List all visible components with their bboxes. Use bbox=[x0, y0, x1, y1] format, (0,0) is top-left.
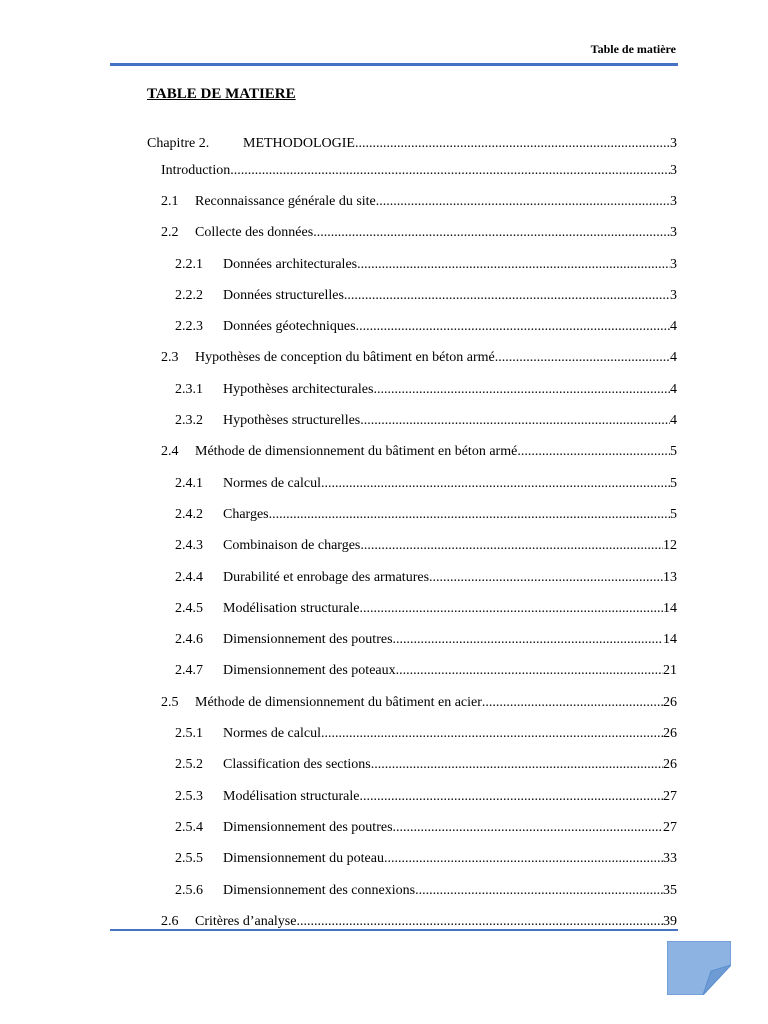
toc-entry-label: Méthode de dimensionnement du bâtiment en béton armé bbox=[195, 444, 518, 460]
toc-entry-leader bbox=[360, 413, 670, 429]
toc-entry-page: 27 bbox=[663, 788, 677, 804]
toc-entry-label: Dimensionnement des poutres bbox=[223, 632, 393, 648]
toc-entry-label: Dimensionnement des poutres bbox=[223, 819, 393, 835]
toc-entry-label: Durabilité et enrobage des armatures bbox=[223, 569, 430, 585]
toc-entry-leader bbox=[393, 820, 663, 836]
toc-entry-number: Chapitre 2. bbox=[147, 136, 210, 151]
toc-entry[interactable] bbox=[147, 851, 677, 868]
toc-entry-page: 3 bbox=[670, 256, 677, 272]
header-rule bbox=[110, 63, 678, 66]
toc-entry-page: 4 bbox=[670, 319, 677, 335]
toc-entry-label: Méthode de dimensionnement du bâtiment en acier bbox=[195, 694, 482, 710]
toc-entry-page: 5 bbox=[670, 475, 677, 491]
toc-entry[interactable] bbox=[147, 663, 677, 680]
toc-entry-leader bbox=[357, 257, 670, 273]
toc-entry-number: 2.3.1 bbox=[175, 381, 203, 397]
toc-entry-label: Charges bbox=[223, 506, 269, 522]
toc-entry-leader bbox=[313, 225, 670, 241]
toc-entry-page: 14 bbox=[663, 632, 677, 648]
toc-entry[interactable] bbox=[147, 507, 677, 524]
toc-entry-label: Données géotechniques bbox=[223, 319, 356, 335]
toc-entry-page: 4 bbox=[670, 350, 677, 366]
toc-entry-leader bbox=[344, 288, 670, 304]
toc-entry-number: 2.4.1 bbox=[175, 475, 203, 491]
toc-entry-page: 21 bbox=[663, 663, 677, 679]
page-curl-icon bbox=[667, 941, 731, 995]
toc-entry-leader bbox=[384, 851, 663, 867]
toc-entry-label: Données structurelles bbox=[223, 287, 344, 303]
toc-entry-label: Combinaison de charges bbox=[223, 538, 361, 554]
toc-entry-leader bbox=[376, 194, 670, 210]
toc-entry-page: 33 bbox=[663, 851, 677, 867]
toc-entry-leader bbox=[296, 914, 663, 930]
toc-entry-page: 26 bbox=[663, 757, 677, 773]
toc-entry-page: 13 bbox=[663, 569, 677, 585]
toc-entry-label: Introduction bbox=[161, 163, 231, 178]
toc-entry-number: 2.5.5 bbox=[175, 851, 203, 867]
toc-entry-number: 2.4.3 bbox=[175, 538, 203, 554]
toc-entry-number: 2.3 bbox=[161, 350, 179, 366]
toc-entry-leader bbox=[393, 632, 663, 648]
toc-entry-leader bbox=[517, 444, 670, 460]
toc-entry-number: 2.6 bbox=[161, 913, 179, 929]
toc-entry-number: 2.2.1 bbox=[175, 256, 203, 272]
toc-entry-number: 2.5.3 bbox=[175, 788, 203, 804]
toc-entry-leader bbox=[429, 570, 663, 586]
toc-entry-page: 26 bbox=[663, 694, 677, 710]
toc-entry[interactable] bbox=[147, 136, 677, 153]
footer-rule bbox=[110, 929, 678, 931]
toc-entry-label: Normes de calcul bbox=[223, 726, 321, 742]
toc-entry[interactable] bbox=[147, 444, 677, 461]
toc-entry-page: 3 bbox=[670, 136, 677, 151]
toc-entry-page: 5 bbox=[670, 444, 677, 460]
toc-entry-label: Dimensionnement des poteaux bbox=[223, 663, 396, 679]
toc-entry[interactable] bbox=[147, 538, 677, 555]
toc-entry[interactable] bbox=[147, 382, 677, 399]
toc-entry[interactable] bbox=[147, 757, 677, 774]
toc-entry-leader bbox=[360, 538, 663, 554]
toc-entry-number: 2.4.5 bbox=[175, 600, 203, 616]
toc-entry-leader bbox=[355, 136, 670, 152]
toc-entry[interactable] bbox=[147, 350, 677, 367]
toc-entry-page: 3 bbox=[670, 163, 677, 178]
toc-entry-page: 3 bbox=[670, 225, 677, 241]
toc-entry-label: Collecte des données bbox=[195, 225, 314, 241]
toc-entry-label: Modélisation structurale bbox=[223, 600, 360, 616]
toc-entry-leader bbox=[269, 507, 670, 523]
toc-entry-label: Modélisation structurale bbox=[223, 788, 360, 804]
toc-entry-label: Dimensionnement des connexions bbox=[223, 882, 416, 898]
toc-entry-number: 2.5 bbox=[161, 694, 179, 710]
toc-entry-label: Données architecturales bbox=[223, 256, 358, 272]
toc-list bbox=[147, 136, 677, 945]
toc-entry[interactable] bbox=[147, 257, 677, 274]
toc-entry-page: 3 bbox=[670, 194, 677, 209]
toc-entry[interactable] bbox=[147, 194, 677, 211]
toc-entry-number: 2.2.2 bbox=[175, 287, 203, 303]
toc-entry-label: Dimensionnement du poteau bbox=[223, 851, 384, 867]
toc-entry-label: Hypothèses de conception du bâtiment en béton armé bbox=[195, 350, 495, 366]
toc-entry-leader bbox=[321, 726, 663, 742]
toc-entry-number: 2.3.2 bbox=[175, 413, 203, 429]
toc-entry-number: 2.5.4 bbox=[175, 819, 203, 835]
toc-entry-page: 39 bbox=[663, 913, 677, 929]
toc-entry-number: 2.2 bbox=[161, 225, 179, 241]
toc-entry-leader bbox=[373, 382, 670, 398]
toc-entry-label: METHODOLOGIE bbox=[243, 136, 355, 151]
toc-entry-leader bbox=[495, 350, 670, 366]
toc-entry-page: 4 bbox=[670, 381, 677, 397]
toc-entry-label: Hypothèses architecturales bbox=[223, 381, 374, 397]
toc-entry-page: 4 bbox=[670, 413, 677, 429]
toc-entry-label: Critères d’analyse bbox=[195, 913, 297, 929]
toc-entry-leader bbox=[482, 695, 663, 711]
toc-title: TABLE DE MATIERE bbox=[147, 86, 296, 102]
toc-entry-number: 2.4 bbox=[161, 444, 179, 460]
toc-entry-label: Reconnaissance générale du site bbox=[195, 194, 376, 209]
toc-entry-label: Hypothèses structurelles bbox=[223, 413, 361, 429]
header-title: Table de matière bbox=[590, 42, 676, 56]
toc-entry-number: 2.5.6 bbox=[175, 882, 203, 898]
toc-entry-page: 5 bbox=[670, 506, 677, 522]
toc-entry-number: 2.4.6 bbox=[175, 632, 203, 648]
toc-entry-leader bbox=[356, 319, 670, 335]
toc-entry-label: Normes de calcul bbox=[223, 475, 321, 491]
toc-entry[interactable] bbox=[147, 601, 677, 618]
toc-entry[interactable] bbox=[147, 163, 677, 180]
toc-entry-page: 12 bbox=[663, 538, 677, 554]
toc-entry[interactable] bbox=[147, 225, 677, 242]
toc-entry-leader bbox=[230, 163, 670, 179]
toc-entry-leader bbox=[396, 663, 663, 679]
toc-entry-page: 35 bbox=[663, 882, 677, 898]
toc-entry-leader bbox=[359, 789, 663, 805]
toc-entry[interactable] bbox=[147, 695, 677, 712]
toc-entry-page: 27 bbox=[663, 819, 677, 835]
toc-entry[interactable] bbox=[147, 883, 677, 900]
toc-entry-number: 2.5.1 bbox=[175, 726, 203, 742]
toc-entry-number: 2.5.2 bbox=[175, 757, 203, 773]
toc-entry[interactable] bbox=[147, 820, 677, 837]
toc-entry[interactable] bbox=[147, 413, 677, 430]
toc-entry-page: 26 bbox=[663, 726, 677, 742]
toc-entry[interactable] bbox=[147, 570, 677, 587]
toc-entry-leader bbox=[415, 883, 663, 899]
toc-entry-page: 14 bbox=[663, 600, 677, 616]
toc-entry-number: 2.4.2 bbox=[175, 506, 203, 522]
toc-entry-number: 2.1 bbox=[161, 194, 179, 209]
toc-entry-leader bbox=[321, 476, 670, 492]
toc-entry-page: 3 bbox=[670, 287, 677, 303]
toc-entry-leader bbox=[359, 601, 663, 617]
toc-entry-number: 2.4.4 bbox=[175, 569, 203, 585]
page-header bbox=[110, 42, 678, 66]
toc-entry-label: Classification des sections bbox=[223, 757, 371, 773]
toc-entry-number: 2.2.3 bbox=[175, 319, 203, 335]
toc-entry[interactable] bbox=[147, 288, 677, 305]
toc-entry-number: 2.4.7 bbox=[175, 663, 203, 679]
toc-entry-leader bbox=[371, 757, 663, 773]
toc-entry[interactable] bbox=[147, 726, 677, 743]
toc-entry[interactable] bbox=[147, 476, 677, 493]
toc-entry[interactable] bbox=[147, 789, 677, 806]
toc-entry[interactable] bbox=[147, 632, 677, 649]
toc-entry[interactable] bbox=[147, 319, 677, 336]
